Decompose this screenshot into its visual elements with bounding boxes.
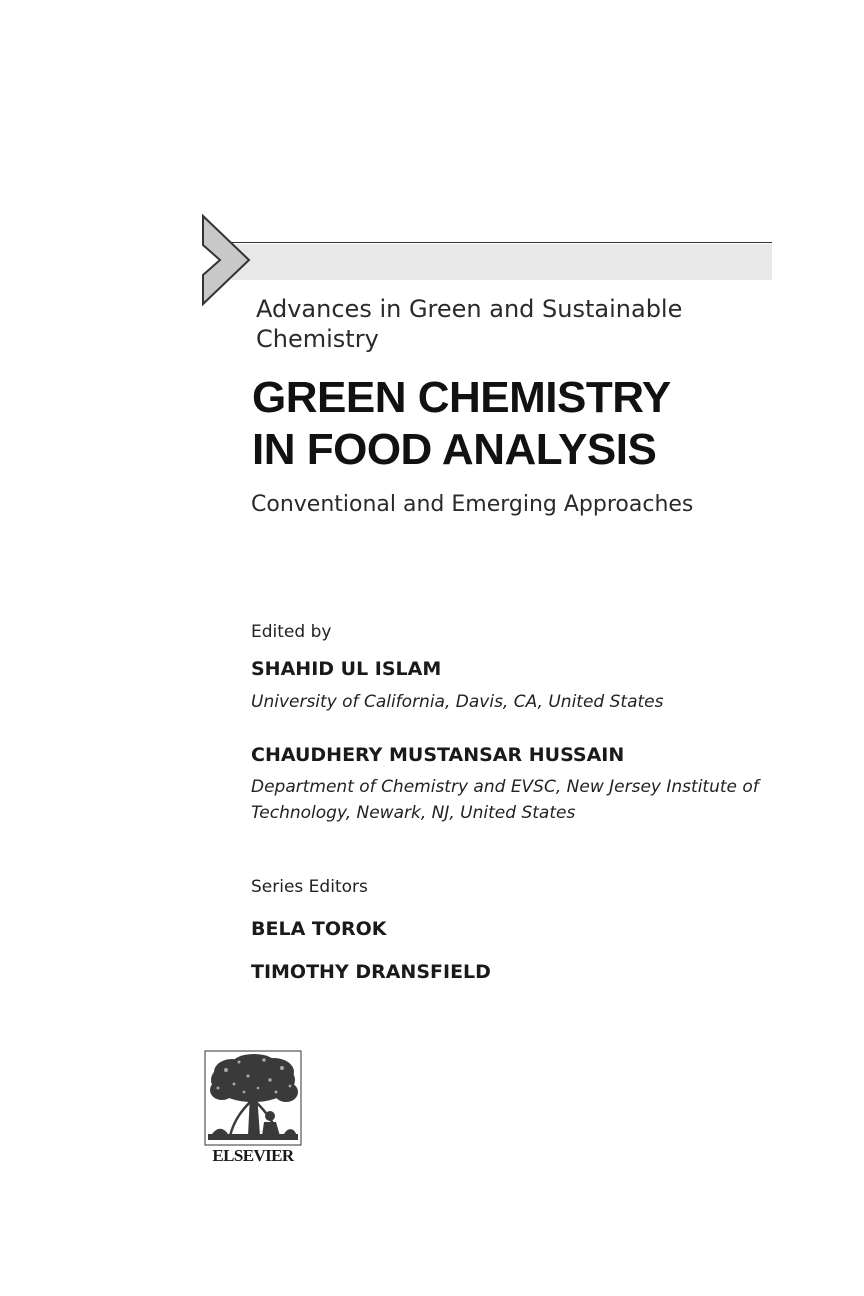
- book-title: [252, 372, 812, 476]
- elsevier-tree-icon: [204, 1050, 302, 1146]
- series-editor-name: BELA TOROK: [251, 918, 387, 940]
- editor-name: SHAHID UL ISLAM: [251, 658, 442, 680]
- publisher-logo: [200, 1050, 306, 1170]
- book-subtitle: Conventional and Emerging Approaches: [251, 492, 694, 517]
- chevron-icon: [200, 213, 252, 307]
- header-band: [232, 244, 772, 280]
- editor-affiliation: Department of Chemistry and EVSC, New Jersey Institute of Technology, Newark, NJ, United States: [251, 777, 759, 823]
- book-title-line-1: GREEN CHEMISTRY: [252, 373, 671, 422]
- series-editor-name: TIMOTHY DRANSFIELD: [251, 961, 491, 983]
- edited-by-label: Edited by: [251, 622, 332, 642]
- editor-affiliation: University of California, Davis, CA, United States: [251, 692, 664, 712]
- book-title-line-2: IN FOOD ANALYSIS: [252, 425, 657, 474]
- publisher-name: ELSEVIER: [212, 1146, 294, 1165]
- series-title: Advances in Green and Sustainable Chemistry: [256, 295, 683, 353]
- series-editors-label: Series Editors: [251, 877, 368, 897]
- header-rule: [232, 242, 772, 243]
- editor-name: CHAUDHERY MUSTANSAR HUSSAIN: [251, 744, 625, 766]
